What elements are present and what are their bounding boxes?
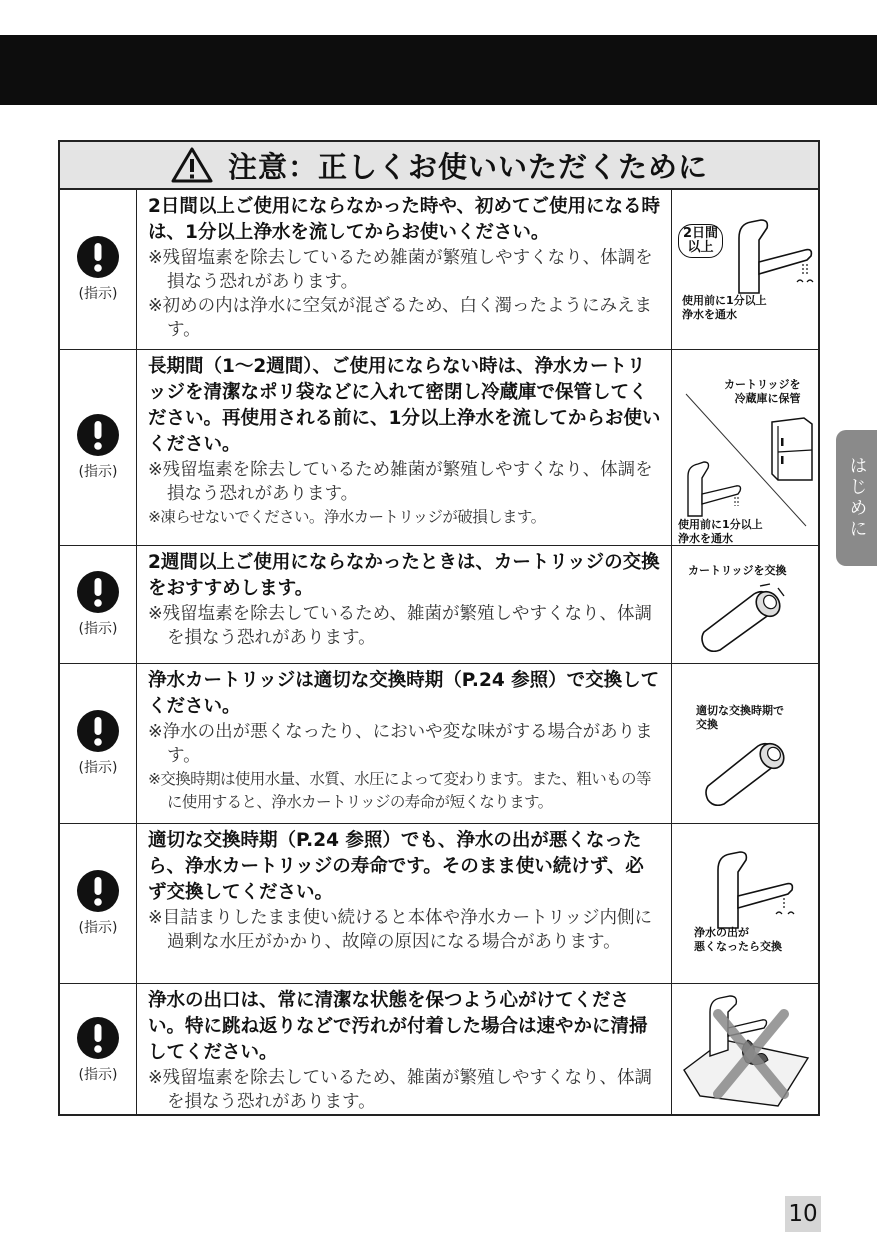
splash-cross-illustration xyxy=(680,992,812,1110)
exclamation-circle-icon xyxy=(77,571,119,613)
caution-row xyxy=(60,190,818,350)
row-note: ※浄水の出が悪くなったり、においや変な味がする場合があります。 xyxy=(148,722,653,766)
exclamation-circle-icon xyxy=(77,236,119,278)
faucet-illustration xyxy=(706,848,802,932)
caution-row xyxy=(60,350,818,546)
caution-row xyxy=(60,664,818,824)
instruction-cell xyxy=(60,190,137,349)
top-banner xyxy=(0,35,877,105)
instruction-label: (指示) xyxy=(78,286,118,302)
row-illustration xyxy=(672,546,818,663)
instruction-label: (指示) xyxy=(78,920,118,936)
row-text xyxy=(137,664,672,823)
row-note: ※残留塩素を除去しているため雑菌が繁殖しやすくなり、体調を損なう恐れがあります。 xyxy=(148,460,653,504)
cartridge-illustration xyxy=(702,732,794,806)
row-illustration xyxy=(672,824,818,983)
row-note: ※残留塩素を除去しているため、雑菌が繁殖しやすくなり、体調を損なう恐れがあります。 xyxy=(148,604,652,648)
row-illustration xyxy=(672,350,818,545)
row-text xyxy=(137,824,672,983)
instruction-label: (指示) xyxy=(78,621,118,637)
row-lead: 浄水の出口は、常に清潔な状態を保つよう心がけてください。特に跳ね返りなどで汚れが付着した場合は速やかに清掃してください。 xyxy=(148,990,648,1063)
row-note: ※残留塩素を除去しているため、雑菌が繁殖しやすくなり、体調を損なう恐れがあります。 xyxy=(148,1068,652,1112)
row-note: ※交換時期は使用水量、水質、水圧によって変わります。また、粗いもの等に使用すると、浄水カートリッジの寿命が短くなります。 xyxy=(148,770,651,811)
row-lead: 浄水カートリッジは適切な交換時期（P.24 参照）で交換してください。 xyxy=(148,670,660,717)
side-section-tab[interactable] xyxy=(836,430,877,566)
illustration-caption: 適切な交換時期で 交換 xyxy=(696,704,784,731)
exclamation-circle-icon xyxy=(77,870,119,912)
table-header xyxy=(60,142,818,190)
instruction-label: (指示) xyxy=(78,464,118,480)
illustration-caption: カートリッジを交換 xyxy=(688,564,787,577)
instruction-label: (指示) xyxy=(78,760,118,776)
cartridge-illustration xyxy=(698,582,790,652)
page-number: 10 xyxy=(785,1196,821,1232)
caution-row xyxy=(60,824,818,984)
illustration-caption: 浄水の出が 悪くなったら交換 xyxy=(694,926,782,953)
illustration-caption: 使用前に1分以上 浄水を通水 xyxy=(682,294,767,321)
row-illustration xyxy=(672,984,818,1116)
duration-badge: 2日間 以上 xyxy=(678,224,723,258)
warning-triangle-icon xyxy=(170,146,214,184)
instruction-cell xyxy=(60,350,137,545)
row-lead: 2日間以上ご使用にならなかった時や、初めてご使用になる時は、1分以上浄水を流してからお使いください。 xyxy=(148,196,661,243)
instruction-cell xyxy=(60,824,137,983)
row-illustration xyxy=(672,664,818,823)
row-text xyxy=(137,984,672,1116)
caution-row xyxy=(60,546,818,664)
exclamation-circle-icon xyxy=(77,710,119,752)
row-note: ※目詰まりしたまま使い続けると本体や浄水カートリッジ内側に過剰な水圧がかかり、故障の原因になる場合があります。 xyxy=(148,908,652,952)
row-illustration xyxy=(672,190,818,349)
caution-row xyxy=(60,984,818,1116)
exclamation-circle-icon xyxy=(77,414,119,456)
row-note: ※初めの内は浄水に空気が混ざるため、白く濁ったようにみえます。 xyxy=(148,296,652,340)
illustration-caption: 使用前に1分以上 浄水を通水 xyxy=(678,518,763,545)
exclamation-circle-icon xyxy=(77,1017,119,1059)
faucet-illustration xyxy=(727,218,817,298)
instruction-label: (指示) xyxy=(78,1066,118,1083)
illustration-caption: カートリッジを 冷蔵庫に保管 xyxy=(724,378,801,405)
row-text xyxy=(137,546,672,663)
row-text xyxy=(137,190,672,349)
faucet-illustration xyxy=(680,460,750,520)
instruction-cell xyxy=(60,984,137,1116)
refrigerator-illustration xyxy=(768,416,814,482)
row-note: ※凍らせないでください。浄水カートリッジが破損します。 xyxy=(148,508,546,526)
caution-table xyxy=(58,140,820,1116)
instruction-cell xyxy=(60,664,137,823)
side-tab-label: はじめに xyxy=(846,456,868,540)
instruction-cell xyxy=(60,546,137,663)
row-lead: 適切な交換時期（P.24 参照）でも、浄水の出が悪くなったら、浄水カートリッジの寿命です。そのまま使い続けず、必ず交換してください。 xyxy=(148,830,644,903)
row-lead: 長期間（1～2週間）、ご使用にならない時は、浄水カートリッジを清潔なポリ袋などに入れて密閉し冷蔵庫で保管してください。再使用される前に、1分以上浄水を流してからお使いください。 xyxy=(148,356,661,455)
row-note: ※残留塩素を除去しているため雑菌が繁殖しやすくなり、体調を損なう恐れがあります。 xyxy=(148,248,653,292)
row-text xyxy=(137,350,672,545)
row-lead: 2週間以上ご使用にならなかったときは、カートリッジの交換をおすすめします。 xyxy=(148,552,660,599)
table-title: 注意：正しくお使いいただくために xyxy=(227,149,708,184)
